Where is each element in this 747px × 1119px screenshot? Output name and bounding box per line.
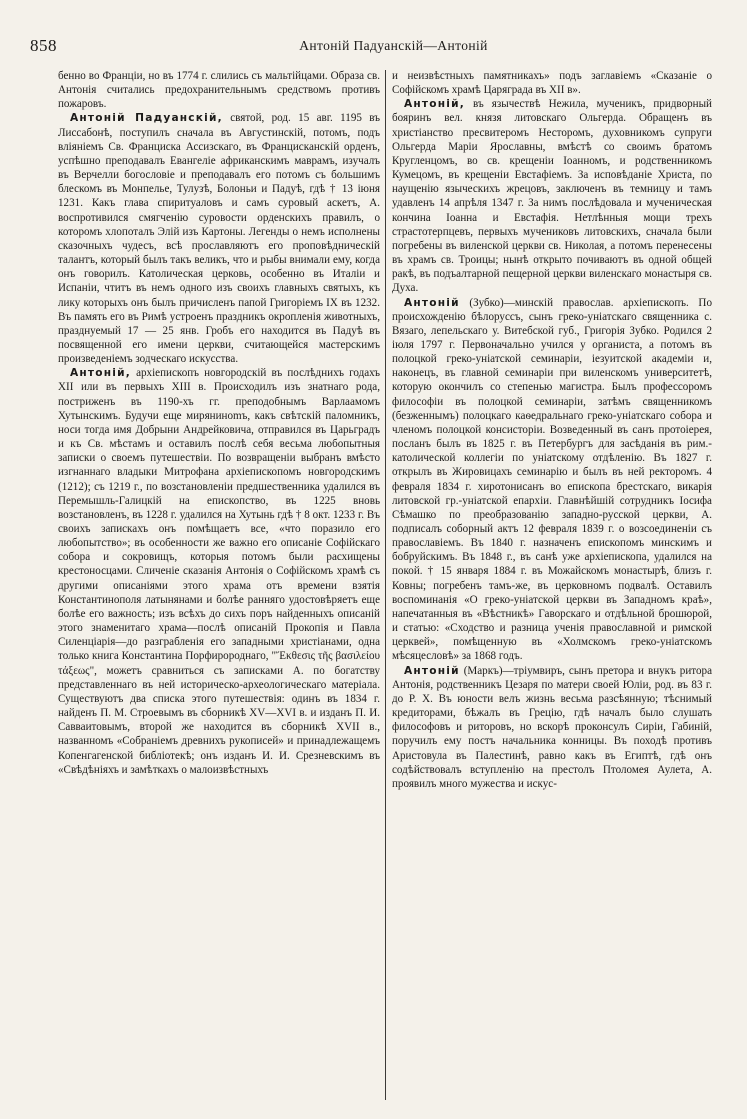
entry-headword: Антоній bbox=[404, 664, 460, 677]
entry-anthony-lithuanian-martyr bbox=[392, 97, 712, 295]
entry-anthony-of-padua bbox=[58, 111, 380, 366]
running-head: Антоній Падуанскій—Антоній bbox=[299, 38, 488, 53]
entry-text: (Зубко)—минскій православ. архіепископъ. По происхожденію бѣлоруссъ, сынъ греко-уніатскаго священника с. Вязаго, лепельскаго у. Витебской губ., Григорія Зубко. Родился 2 іюля 1797 г. Первоначально учился у органиста, а потомъ въ полоцкой греко-уніатской семинаріи, іезуитской академіи и, наконецъ, въ главной семинаріи при виленскомъ университетѣ, которую окончилъ со степенью магистра. Былъ профессоромъ философіи въ полоцкой семинаріи, затѣмъ священникомъ (безженнымъ) полоцкаго каѳедральнаго греко-уніатскаго собора и членомъ полоцкой консисторіи. Возведенный въ санъ протоіерея, посланъ былъ въ 1825 г. въ Петербургъ для засѣданія въ рим.-католической коллегіи по уніатскому отдѣленію. Въ 1827 г. открылъ въ Жировицахъ семинарію и былъ въ ней ректоромъ. 4 февраля 1834 г. хиротонисанъ во епископа брестскаго, викарія литовской гр.-уніатской епархіи. Главнѣйшій сотрудникъ Іосифа Сѣмашко по преобразованію западно-русской церкви, А. подписалъ соборный актъ 12 февраля 1839 г. о возсоединеніи съ православіемъ. Въ 1840 г. назначенъ епископомъ минскимъ и бобруйскимъ. Въ 1848 г., въ санѣ уже архіепископа, удалился на покой. † 15 января 1884 г. въ Можайскомъ монастырѣ, близъ г. Ковны; погребенъ тамъ-же, въ церковномъ подвалѣ. Оставилъ воспоминанія «О греко-уніатской церкви въ Западномъ краѣ», напечатанныя въ «Вѣстникѣ» Гаворскаго и отдѣльной брошюрой, и статью: «Сходство и разница ученія православной и римской церквей», помѣщенную въ «Холмскомъ греко-уніатскомъ мѣсяцесловѣ» за 1868 годъ. bbox=[392, 296, 712, 663]
column-divider bbox=[385, 70, 386, 1100]
entry-anthony-zubko bbox=[392, 296, 712, 664]
entry-text: въ язычествѣ Нежила, мученикъ, придворный бояринъ вел. князя литовскаго Ольгерда. Обращенъ въ христіанство пресвитеромъ Несторомъ, духовникомъ супруги Ольгерда Маріи Ярославны, вмѣстѣ со своимъ братомъ Кругленцомъ, во св. крещеніи Іоанномъ, и родственникомъ Кумецомъ, въ крещеніи Евстафіемъ. За исповѣданіе Христа, по наущенію языческихъ жрецовъ, заключенъ въ темницу и тамъ удавленъ 14 апрѣля 1347 г. За нимъ послѣдовала и мученическая кончина Іоанна и Евстафія. Нетлѣнныя мощи трехъ страстотерпцевъ, первыхъ мучениковъ литовскихъ, сначала были погребены въ виленской церкви св. Николая, а потомъ перенесены въ храмъ св. Троицы; нынѣ открыто почиваютъ въ одной общей ракѣ, въ подъалтарной пещерной церкви виленскаго монастыря св. Духа. bbox=[392, 98, 712, 295]
entry-mark-antony bbox=[392, 664, 712, 791]
left-column bbox=[58, 69, 380, 777]
entry-headword: Антоній, bbox=[70, 367, 131, 380]
page-number: 858 bbox=[30, 36, 57, 55]
entry-headword: Антоній Падуанскій, bbox=[70, 112, 223, 125]
continued-text: бенно во Франціи, но въ 1774 г. слились съ мальтійцами. Образа св. Антонія считались предохранительнымъ средствомъ противъ пожаровъ. bbox=[58, 70, 380, 111]
entry-text: (Маркъ)—тріумвиръ, сынъ претора и внукъ ритора Антонія, родственникъ Цезаря по матери своей Юліи, род. въ 83 г. до Р. Х. Въ юности велъ жизнь весьма разсѣянную; тѣснимый кредиторами, бѣжалъ въ Грецію, гдѣ началъ было слушать философовъ и риторовъ, но вскорѣ проконсулъ Сиріи, Габиній, поручилъ ему постъ начальника конницы. Въ походѣ противъ Аристовула въ Палестинѣ, равно какъ въ Египтѣ, гдѣ онъ содѣйствовалъ вступленію на престолъ Птоломея Аулета, А. проявилъ много мужества и искус- bbox=[392, 664, 712, 790]
right-column bbox=[392, 69, 712, 791]
entry-headword: Антоній bbox=[404, 296, 460, 309]
entry-headword: Антоній, bbox=[404, 98, 465, 111]
entry-text: святой, род. 15 авг. 1195 въ Лиссабонѣ, поступилъ сначала въ Августинскій, потомъ, подъ вліяніемъ Св. Франциска Ассизскаго, въ Францисканскій орденъ, успѣшно преподавалъ Евангеліе африканскимъ маврамъ, изучалъ въ Верчелли богословіе и преподавалъ его потомъ съ большимъ блескомъ въ Монпелье, Тулузѣ, Болоньи и Падуѣ, гдѣ † 13 іюня 1231. Какъ глава спиритуаловъ и самъ суровый аскетъ, А. воспротивился смягченію суровости орденскихъ правилъ, о которомъ хлопоталъ Элій изъ Картоны. Легенды о немъ исполнены сказочныхъ чудесъ, всѣ прославляютъ его проповѣдническій талантъ, который былъ такъ великъ, что и рыбы внимали ему, когда онъ говорилъ. Католическая церковь, особенно въ Италіи и Испаніи, чтитъ въ немъ одного изъ своихъ главныхъ святыхъ, къ лику которыхъ онъ былъ причисленъ папой Григоріемъ IX въ 1232. Въ память его въ Римѣ устроенъ праздникъ окропленія животныхъ, празднуемый 17 — 25 янв. Гробъ его находится въ Падуѣ въ посвященной его имени церкви, считающейся мастерскимъ произведеніемъ зодческаго искусства. bbox=[58, 112, 380, 366]
entry-text: архіепископъ новгородскій въ послѣднихъ годахъ XII или въ первыхъ XIII в. Происходилъ изъ знатнаго рода, постриженъ въ 1190-хъ гг. преподобнымъ Варлаамомъ Хутынскимъ. Будучи еще мирянинomъ, какъ свѣтскій паломникъ, носи тогда имя Добрыни Андрейковича, отправился въ Царьградъ и къ Св. мѣстамъ и оставилъ послѣ себя весьма любопытныя записки о своемъ путешествіи. По возвращеніи выбранъ вмѣсто изгнаннаго владыки Митрофана архіепископомъ новгородскимъ (1212); съ 1219 г., по возстановленіи предшественника удалился въ Перемышль-Галицкій на епископство, въ 1225 вновь возстановленъ, въ 1228 г. удалился на Хутынь гдѣ † 8 окт. 1233 г. Въ своихъ запискахъ онъ помѣщаетъ все, «что поразило его любопытство»; въ особенности же важно его описаніе Софійскаго собора и сокровищъ, которыя потомъ были расхищены крестоносцами. Сличеніе сказанія Антонія о Софійскомъ храмѣ съ другими описаніями этого храма отъ времени взятія Константинополя латынянами и болѣе ранняго удостовѣряетъ еще болѣе его важность; изъ всѣхъ до сихъ поръ найденныхъ описаній этого знаменитаго храма—послѣ описаній Прокопія и Павла Силенціарія—до разграбленія его западными христіанами, одна только книга Константина Порфиророднаго, "Ἔκθεσις τῆς βασιλείου τάξεως", можетъ сравниться съ записками А. по богатству представленнаго въ ней историческо-археологическаго матеріала. Существуютъ два списка этого путешествія: одинъ въ 1834 г. найденъ П. М. Строевымъ въ сборникѣ XV—XVI в. и изданъ П. И. Савваитовымъ, второй же находится въ сборникѣ XVII в., названномъ «Собраніемъ древнихъ рукописей» и принадлежащемъ Копенгагенской библіотекѣ; онъ изданъ И. И. Срезневскимъ въ «Свѣдѣніяхъ и замѣткахъ о малоизвѣстныхъ bbox=[58, 367, 380, 776]
continued-text: и неизвѣстныхъ памятникахъ» подъ заглавіемъ «Сказаніе о Софійскомъ храмѣ Царяграда въ XII в». bbox=[392, 70, 712, 97]
entry-anthony-novgorod bbox=[58, 366, 380, 777]
